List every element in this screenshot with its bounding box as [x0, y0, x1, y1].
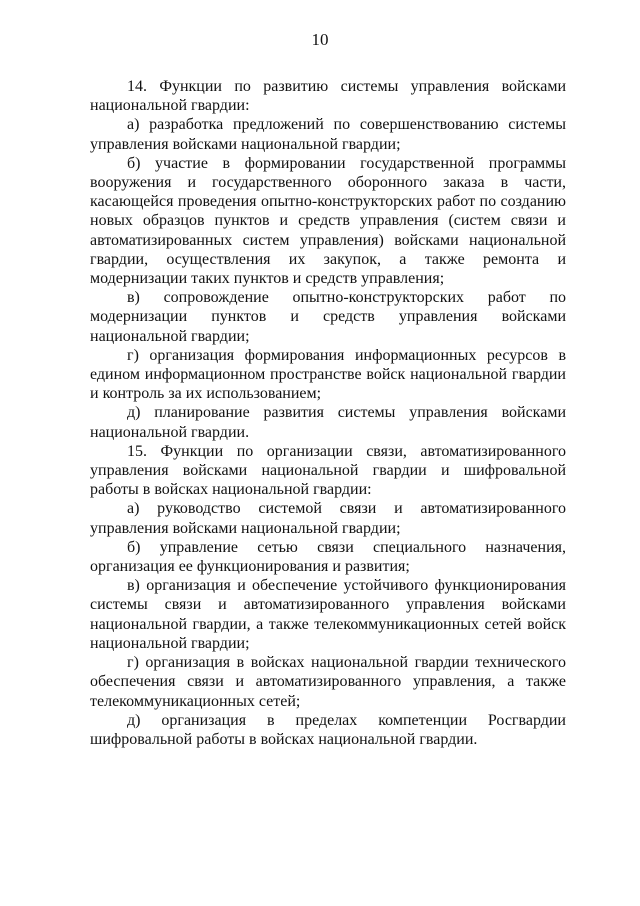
document-body [90, 77, 566, 749]
clause-14-item-b: б) участие в формировании государственной программы вооружения и государственного оборонного заказа в части, касающейся проведения опытно-конструкторских работ по созданию новых образцов пунктов и средств управления (систем связи и автоматизированных систем управления) войсками национальной гвардии, осуществления их закупок, а также ремонта и модернизации таких пунктов и средств управления; [90, 154, 566, 288]
clause-15-item-a: а) руководство системой связи и автоматизированного управления войсками национальной гвардии; [90, 500, 566, 537]
clause-15-item-b: б) управление сетью связи специального назначения, организация ее функционирования и развития; [90, 538, 566, 576]
clause-15-item-g: г) организация в войсках национальной гвардии технического обеспечения связи и автоматизированного управления, а также телекоммуникационных сетей; [90, 654, 566, 710]
clause-14-item-d: д) планирование развития системы управления войсками национальной гвардии. [90, 404, 566, 441]
clause-14-item-v: в) сопровождение опытно-конструкторских работ по модернизации пунктов и средств управления войсками национальной гвардии; [90, 289, 566, 345]
clause-15-item-d: д) организация в пределах компетенции Росгвардии шифровальной работы в войсках национальной гвардии. [90, 711, 566, 748]
page-number: 10 [311, 30, 329, 49]
clause-14-item-g: г) организация формирования информационных ресурсов в едином информационном пространстве войск национальной гвардии и контроль за их использованием; [90, 346, 566, 403]
clause-15-item-v: в) организация и обеспечение устойчивого функционирования системы связи и автоматизированного управления войсками национальной гвардии, а также телекоммуникационных сетей войск национальной гвардии; [90, 577, 566, 652]
clause-14-heading: 14. Функции по развитию системы управления войсками национальной гвардии: [90, 78, 566, 115]
clause-14-item-a: а) разработка предложений по совершенствованию системы управления войсками национальной гвардии; [90, 116, 566, 153]
clause-15-heading: 15. Функции по организации связи, автоматизированного управления войсками национальной гвардии и шифровальной работы в войсках национальной гвардии: [90, 442, 566, 499]
